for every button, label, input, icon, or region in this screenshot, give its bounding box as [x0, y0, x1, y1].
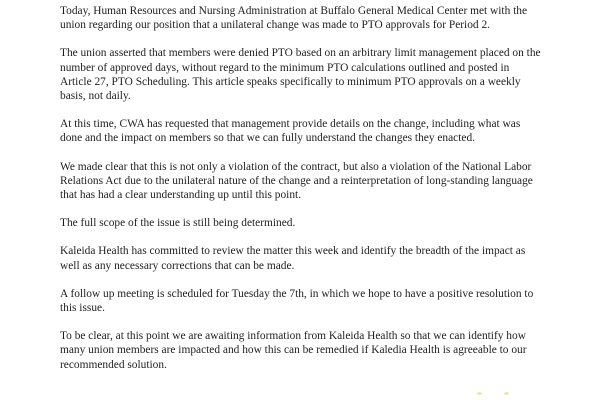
paragraph-union-assertion: The union asserted that members were denied PTO based on an arbitrary limit management placed on the number of approved days, without regard to the minimum PTO calculations outlined and posted in Article 27, PTO Scheduling. This article speaks specifically to minimum PTO approvals on a weekly basis, not daily. — [60, 47, 541, 103]
paragraph-followup-meeting: A follow up meeting is scheduled for Tuesday the 7th, in which we hope to have a positive resolution to this issue. — [60, 287, 534, 315]
cropped-logo-fragment-left — [477, 392, 482, 395]
cropped-logo-fragment-right — [504, 392, 509, 395]
paragraph-cwa-request: At this time, CWA has requested that management provide details on the change, including what was done and the impact on members so that we can fully understand the changes they enacted. — [60, 118, 521, 145]
paragraph-kaleida-commitment: Kaleida Health has committed to review the matter this week and identify the breadth of the impact as well as any necessary corrections that can be made. — [60, 245, 526, 272]
letter-body — [60, 4, 543, 386]
paragraph-scope: The full scope of the issue is still being determined. — [60, 217, 296, 230]
paragraph-violation-statement: We made clear that this is not only a violation of the contract, but also a violation of the National Labor Relations Act due to the unilateral nature of the change and a reinterpretation of long-standing language that has had a clear understanding up until this point. — [60, 160, 533, 202]
paragraph-intro-meeting: Today, Human Resources and Nursing Administration at Buffalo General Medical Center met with the union regarding our position that a unilateral change was made to PTO approvals for Period 2. — [60, 5, 528, 32]
paragraph-closing-clarification: To be clear, at this point we are awaiting information from Kaleida Health so that we can identify how many union members are impacted and how this can be remedied if Kaledia Health is agreeable to our recommended solution. — [60, 330, 527, 371]
